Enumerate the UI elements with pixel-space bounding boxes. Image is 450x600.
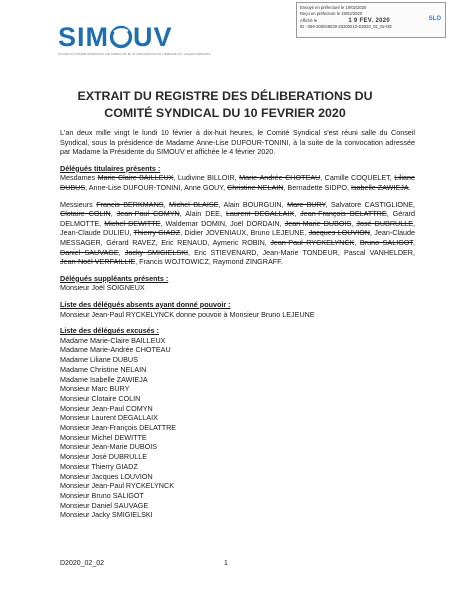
document-reference: D2020_02_02 xyxy=(60,560,104,567)
excuse-item: Monsieur Jean-François DELATTRE xyxy=(60,423,177,433)
stamp-id-line: ID : 069-200046030-20200210-D2020_02_02-DE xyxy=(300,24,392,30)
excuse-item: Monsieur Thierry GIADZ xyxy=(60,461,138,471)
excuses-section xyxy=(60,326,415,520)
simouv-logo xyxy=(58,22,288,56)
excuse-item: Monsieur Jean-Paul COMYN xyxy=(60,403,153,413)
title-line-2: COMITÉ SYNDICAL DU 10 FEVRIER 2020 xyxy=(104,106,346,120)
excuses-list xyxy=(60,336,415,520)
excuse-item: Monsieur Jacques LOUVION xyxy=(60,471,153,481)
titulaires-mesdames: Mesdames Marie-Claire BAILLEUX, Ludivine BILLOIR, Marie-Andrée CHOTEAU, Camille COQUELET, Liliane DUBUS, Anne-Lise DUFOUR-TONINI, Anne GOUY, Christine NELAIN, Bernadette SIDPO, Isabelle ZAWIEJA. xyxy=(60,173,415,192)
pouvoir-text: Monsieur Jean-Paul RYCKELYNCK donne pouvoir à Monsieur Bruno LEJEUNE xyxy=(60,309,315,319)
excuse-item: Monsieur Jean-Paul RYCKELYNCK xyxy=(60,481,174,491)
excuse-item: Monsieur Laurent DEGALLAIX xyxy=(60,413,158,423)
page-number: 1 xyxy=(224,560,228,567)
page-title xyxy=(50,88,400,122)
excuse-item: Monsieur Jean-Marie DUBOIS xyxy=(60,442,158,452)
titulaires-heading: Délégués titulaires présents : xyxy=(60,163,161,173)
excuse-item: Monsieur Marc BURY xyxy=(60,384,130,394)
stamp-date: 1 9 FEV. 2020 xyxy=(348,17,391,24)
excuse-item: Monsieur Michel DEWITTE xyxy=(60,432,147,442)
title-line-1: EXTRAIT DU REGISTRE DES DÉLIBERATIONS DU xyxy=(77,89,373,103)
logo-tagline: SYNDICAT INTERCOMMUNAL DE MOBILITÉ ET D'ORGANISATION URBAINE DU VALENCIENNOIS xyxy=(58,52,211,56)
document-body xyxy=(60,128,415,520)
stamp-received-line: Reçu en préfecture le 19/02/2020 xyxy=(300,11,363,17)
excuses-heading: Liste des délégués excusés : xyxy=(60,326,160,336)
excuse-item: Madame Christine NELAIN xyxy=(60,364,147,374)
intro-paragraph: L'an deux mille vingt le lundi 10 février à dix-huit heures, le Comité Syndical s'est réuni salle du Conseil Syndical, sous la présidence de Madame Anne-Lise DUFOUR-TONINI, à la suite de la convocation adressée par Madame la Présidente du SIMOUV et affichée le 4 février 2020. xyxy=(60,128,415,157)
excuse-item: Monsieur Clotaire COLIN xyxy=(60,393,141,403)
logo-name-right: UV xyxy=(133,22,173,52)
prefecture-stamp xyxy=(296,2,446,38)
stamp-sent-line: Envoyé en préfecture le 19/02/2020 xyxy=(300,5,367,10)
titulaires-messieurs: Messieurs Francis BERKMANS, Michel BLAISE, Alain BOURGUIN, Marc BURY, Salvatore CASTIGLIONE, Clotaire COLIN, Jean-Paul COMYN, Alain DEE, Laurent DEGALLAIX, Jean-François DELATTRE, Gérard DELMOTTE, Michel DEWITTE, Waldemar DOMIN, Joël DORDAIN, Jean-Marie DUBOIS, José DUBRULLE, Jean-Claude DULIEU, Thierry GIADZ, Didier JOVENIAUX, Bruno LEJEUNE, Jacques LOUVION, Jean-Claude MESSAGER, Gérard RAVEZ, Eric RENAUD, Aymeric ROBIN, Jean-Paul RYCKELYNCK, Bruno SALIGOT, Daniel SAUVAGE, Jacky SMIGIELSKI, Eric STIEVENARD, Jean-Marie TONDEUR, Pascal VANHELDER, Jean-Noël VERFAILLIE, Francis WOJTOWICZ, Raymond ZINGRAFF. xyxy=(60,199,416,267)
excuse-item: Monsieur Daniel SAUVAGE xyxy=(60,500,149,510)
logo-swirl-icon xyxy=(109,25,133,49)
suppleants-section xyxy=(60,274,415,293)
pouvoir-section xyxy=(60,300,415,319)
suppleants-heading: Délégués suppléants présents : xyxy=(60,273,169,283)
excuse-item: Madame Liliane DUBUS xyxy=(60,355,138,365)
excuse-item: Madame Marie-Claire BAILLEUX xyxy=(60,335,166,345)
excuse-item: Madame Isabelle ZAWIEJA xyxy=(60,374,148,384)
excuse-item: Monsieur José DUBRULLE xyxy=(60,452,148,462)
logo-wordmark xyxy=(58,22,288,52)
excuse-item: Monsieur Bruno SALIGOT xyxy=(60,490,144,500)
suppleants-text: Monsieur Joël SOIGNEUX xyxy=(60,283,145,293)
logo-name-left: SIM xyxy=(58,22,110,52)
excuse-item: Madame Marie-Andrée CHOTEAU xyxy=(60,345,171,355)
excuse-item: Monsieur Jacky SMIGIELSKI xyxy=(60,510,153,520)
pouvoir-heading: Liste des délégués absents ayant donné pouvoir : xyxy=(60,299,231,309)
stamp-slo: SLO xyxy=(428,16,441,22)
stamp-posted-prefix: Affiché le xyxy=(300,17,318,23)
titulaires-section xyxy=(60,164,415,193)
